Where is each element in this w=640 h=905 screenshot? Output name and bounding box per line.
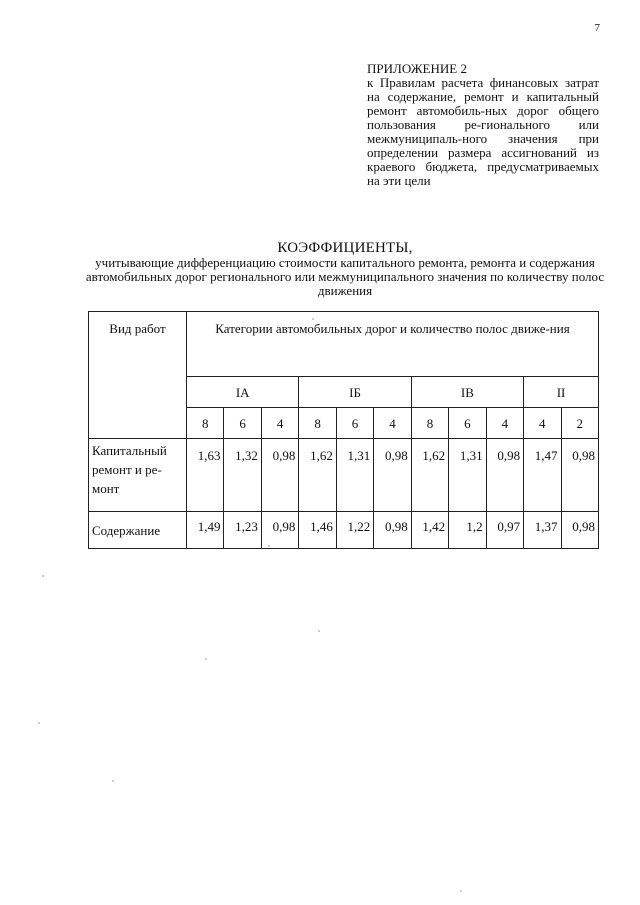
value-cell: 1,22 — [336, 512, 373, 549]
value-cell: 0,98 — [374, 439, 411, 512]
scan-speck — [205, 658, 207, 660]
value-cell: 1,62 — [299, 439, 336, 512]
appendix-block — [367, 62, 599, 188]
value-cell: 1,32 — [224, 439, 261, 512]
value-cell: 0,97 — [486, 512, 523, 549]
lane-count-cell: 4 — [374, 408, 411, 439]
lane-count-cell: 6 — [336, 408, 373, 439]
scan-speck — [112, 780, 114, 782]
value-cell: 0,98 — [261, 439, 298, 512]
category-cell: IA — [187, 377, 299, 408]
appendix-title: ПРИЛОЖЕНИЕ 2 — [367, 61, 467, 76]
scan-speck — [318, 630, 320, 632]
lane-count-cell: 6 — [224, 408, 261, 439]
lane-count-cell: 2 — [561, 408, 598, 439]
value-cell: 1,46 — [299, 512, 336, 549]
category-cell: II — [524, 377, 599, 408]
scan-speck — [38, 722, 40, 724]
scan-speck — [460, 890, 462, 892]
table-header-row — [89, 312, 599, 377]
value-cell: 1,2 — [449, 512, 486, 549]
value-cell: 0,98 — [561, 439, 598, 512]
document-heading — [80, 240, 610, 298]
value-cell: 1,42 — [411, 512, 448, 549]
value-cell: 1,49 — [187, 512, 224, 549]
scan-speck — [42, 575, 44, 577]
value-cell: 1,37 — [524, 512, 561, 549]
value-cell: 0,98 — [486, 439, 523, 512]
heading-title: КОЭФФИЦИЕНТЫ, — [277, 240, 413, 256]
heading-subtitle: учитывающие дифференциацию стоимости капитального ремонта, ремонта и содержания автомобильных дорог регионального или межмуниципального значения по количеству полос движения — [85, 255, 605, 298]
appendix-text: к Правилам расчета финансовых затрат на содержание, ремонт и капитальный ремонт автомобиль-ных дорог общего пользования ре-гионального или межмуниципаль-ного значения при определении размера ассигнований из краевого бюджета, предусматриваемых на эти цели — [367, 75, 599, 188]
lane-count-cell: 6 — [449, 408, 486, 439]
value-cell: 0,98 — [561, 512, 598, 549]
lane-count-cell: 8 — [299, 408, 336, 439]
value-cell: 1,63 — [187, 439, 224, 512]
value-cell: 1,23 — [224, 512, 261, 549]
table-row — [89, 439, 599, 512]
category-cell: IВ — [411, 377, 523, 408]
lane-count-cell: 4 — [261, 408, 298, 439]
table-row — [89, 512, 599, 549]
value-cell: 1,31 — [449, 439, 486, 512]
categories-header: Категории автомобильных дорог и количество полос движе-ния — [187, 312, 599, 377]
value-cell: 0,98 — [261, 512, 298, 549]
value-cell: 1,31 — [336, 439, 373, 512]
lane-count-cell: 4 — [524, 408, 561, 439]
lane-count-cell: 8 — [187, 408, 224, 439]
work-type-header: Вид работ — [89, 312, 187, 439]
value-cell: 1,47 — [524, 439, 561, 512]
row-label: Содержание — [89, 512, 187, 549]
lane-count-cell: 8 — [411, 408, 448, 439]
value-cell: 0,98 — [374, 512, 411, 549]
scan-speck — [312, 318, 314, 320]
scan-speck — [268, 545, 270, 547]
coefficients-table — [88, 311, 599, 549]
row-label: Капитальный ремонт и ре-монт — [89, 439, 187, 512]
page-number: 7 — [594, 22, 600, 34]
value-cell: 1,62 — [411, 439, 448, 512]
category-cell: IБ — [299, 377, 411, 408]
lane-count-cell: 4 — [486, 408, 523, 439]
